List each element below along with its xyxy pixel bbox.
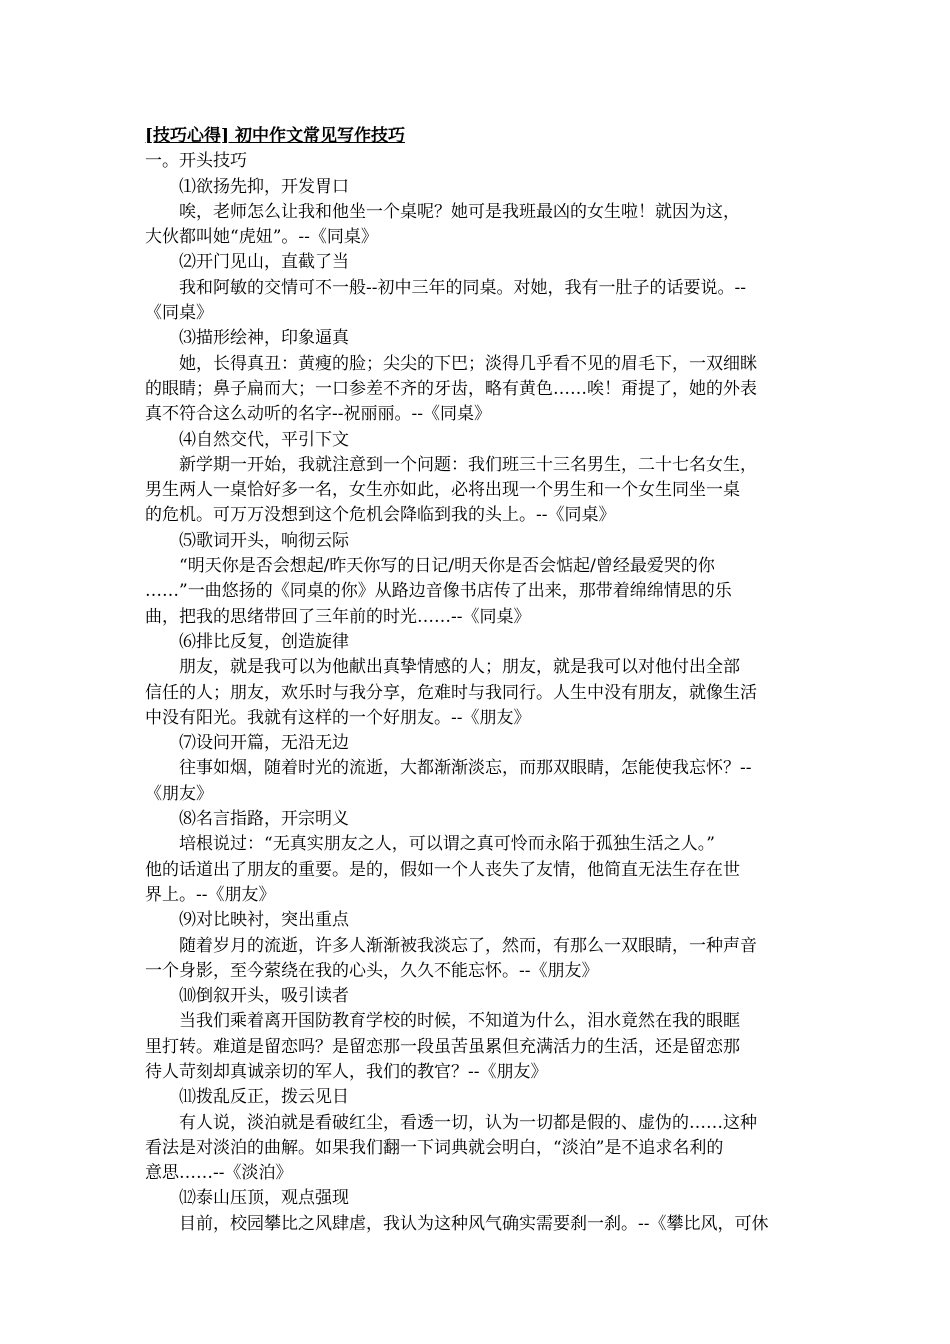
technique-heading: ⑵开门见山，直截了当 bbox=[179, 252, 349, 273]
example-text-line: 男生两人一桌恰好多一名，女生亦如此，必将出现一个男生和一个女生同坐一桌 bbox=[145, 480, 740, 501]
example-text-line: 意思……--《淡泊》 bbox=[145, 1163, 293, 1184]
example-text-line: 唉，老师怎么让我和他坐一个桌呢？她可是我班最凶的女生啦！就因为这， bbox=[179, 201, 740, 222]
technique-item bbox=[145, 326, 810, 427]
example-text-line: 的眼睛；鼻子扁而大；一口参差不齐的牙齿，略有黄色……唉！甭提了，她的外表 bbox=[145, 378, 757, 399]
example-text-line: 界上。--《朋友》 bbox=[145, 884, 276, 905]
technique-heading: ⑷自然交代，平引下文 bbox=[179, 429, 349, 450]
example-text-line: 朋友，就是我可以为他献出真挚情感的人；朋友，就是我可以对他付出全部 bbox=[179, 657, 740, 678]
technique-list bbox=[145, 175, 810, 1237]
example-text-line: 《同桌》 bbox=[145, 303, 213, 324]
example-text-line: 培根说过：“无真实朋友之人，可以谓之真可怜而永陷于孤独生活之人。” bbox=[179, 834, 715, 855]
example-text-line: 待人苛刻却真诚亲切的军人，我们的教官？--《朋友》 bbox=[145, 1061, 548, 1082]
example-text-line: 当我们乘着离开国防教育学校的时候，不知道为什么，泪水竟然在我的眼眶 bbox=[179, 1011, 740, 1032]
technique-item bbox=[145, 731, 810, 807]
example-text-line: 信任的人；朋友，欢乐时与我分享，危难时与我同行。人生中没有朋友，就像生活 bbox=[145, 682, 757, 703]
example-text-line: 随着岁月的流逝，许多人渐渐被我淡忘了，然而，有那么一双眼睛，一种声音 bbox=[179, 935, 757, 956]
example-text-line: 我和阿敏的交情可不一般--初中三年的同桌。对她，我有一肚子的话要说。-- bbox=[179, 277, 746, 298]
example-text-line: 中没有阳光。我就有这样的一个好朋友。--《朋友》 bbox=[145, 707, 531, 728]
example-text-line: 的危机。可万万没想到这个危机会降临到我的头上。--《同桌》 bbox=[145, 505, 616, 526]
example-text-line: 新学期一开始，我就注意到一个问题：我们班三十三名男生，二十七名女生， bbox=[179, 454, 757, 475]
technique-item bbox=[145, 807, 810, 908]
technique-item bbox=[145, 529, 810, 630]
technique-heading: ⑾拨乱反正，拨云见日 bbox=[179, 1087, 349, 1108]
technique-heading: ⑽倒叙开头，吸引读者 bbox=[179, 986, 349, 1007]
example-text-line: 曲，把我的思绪带回了三年前的时光……--《同桌》 bbox=[145, 606, 531, 627]
example-text-line: 她，长得真丑：黄瘦的脸；尖尖的下巴；淡得几乎看不见的眉毛下，一双细眯 bbox=[179, 353, 757, 374]
technique-item bbox=[145, 1186, 810, 1237]
example-text-line: 里打转。难道是留恋吗？是留恋那一段虽苦虽累但充满活力的生活，还是留恋那 bbox=[145, 1036, 740, 1057]
technique-item bbox=[145, 428, 810, 529]
example-text-line: 一个身影，至今萦绕在我的心头，久久不能忘怀。--《朋友》 bbox=[145, 960, 599, 981]
technique-heading: ⑿泰山压顶，观点强现 bbox=[179, 1188, 349, 1209]
example-text-line: 大伙都叫她“虎妞”。--《同桌》 bbox=[145, 227, 378, 248]
example-text-line: 他的话道出了朋友的重要。是的，假如一个人丧失了友情，他简直无法生存在世 bbox=[145, 859, 740, 880]
technique-item bbox=[145, 1085, 810, 1186]
example-text-line: 往事如烟，随着时光的流逝，大都渐渐淡忘，而那双眼睛，怎能使我忘怀？-- bbox=[179, 758, 752, 779]
technique-heading: ⑶描形绘神，印象逼真 bbox=[179, 328, 349, 349]
technique-heading: ⑹排比反复，创造旋律 bbox=[179, 631, 349, 652]
technique-heading: ⑻名言指路，开宗明义 bbox=[179, 809, 349, 830]
technique-item bbox=[145, 250, 810, 326]
example-text-line: 《朋友》 bbox=[145, 783, 213, 804]
document-page bbox=[145, 124, 810, 1237]
technique-heading: ⑴欲扬先抑，开发胃口 bbox=[179, 176, 349, 197]
technique-heading: ⑺设问开篇，无沿无边 bbox=[179, 733, 349, 754]
section-heading-opening-skills: 一。开头技巧 bbox=[145, 151, 247, 172]
example-text-line: 有人说，淡泊就是看破红尘，看透一切，认为一切都是假的、虚伪的……这种 bbox=[179, 1112, 757, 1133]
technique-heading: ⑸歌词开头，响彻云际 bbox=[179, 530, 349, 551]
example-text-line: 真不符合这么动听的名字--祝丽丽。--《同桌》 bbox=[145, 404, 491, 425]
document-title: [技巧心得] 初中作文常见写作技巧 bbox=[145, 126, 406, 146]
example-text-line: 目前，校园攀比之风肆虐，我认为这种风气确实需要刹一刹。--《攀比风，可休 bbox=[179, 1213, 769, 1234]
technique-item bbox=[145, 908, 810, 984]
technique-item bbox=[145, 984, 810, 1085]
example-text-line: ……”一曲悠扬的《同桌的你》从路边音像书店传了出来，那带着绵绵情思的乐 bbox=[145, 581, 732, 602]
technique-item bbox=[145, 630, 810, 731]
example-text-line: 看法是对淡泊的曲解。如果我们翻一下词典就会明白，“淡泊”是不追求名利的 bbox=[145, 1137, 724, 1158]
example-text-line: “明天你是否会想起/昨天你写的日记/明天你是否会惦起/曾经最爱哭的你 bbox=[179, 556, 715, 577]
technique-item bbox=[145, 175, 810, 251]
technique-heading: ⑼对比映衬，突出重点 bbox=[179, 910, 349, 931]
